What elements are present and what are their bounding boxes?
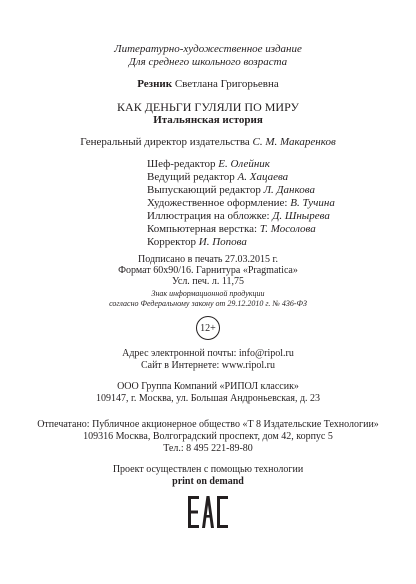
- info-mark-line1: Знак информационной продукции: [151, 289, 265, 298]
- print-sheets: Усл. печ. л. 11,75: [172, 276, 244, 287]
- staff-line: [147, 185, 315, 196]
- author-surname: Резник: [137, 78, 173, 90]
- book-subtitle: Итальянская история: [153, 114, 263, 126]
- eac-conformity-icon: [188, 492, 228, 532]
- project-line1: Проект осуществлен с помощью технологии: [112, 464, 304, 475]
- contact-site: Сайт в Интернете: www.ripol.ru: [140, 360, 276, 371]
- print-format: Формат 60х90/16. Гарнитура «Pragmatica»: [118, 265, 298, 276]
- staff-name: А. Хацаева: [237, 171, 289, 183]
- staff-role: Ведущий редактор: [147, 171, 235, 183]
- audience-line: Для среднего школьного возраста: [128, 56, 288, 68]
- book-title: КАК ДЕНЬГИ ГУЛЯЛИ ПО МИРУ: [117, 100, 299, 114]
- print-signed: Подписано в печать 27.03.2015 г.: [138, 254, 278, 265]
- staff-role: Шеф-редактор: [147, 158, 216, 170]
- staff-line: [147, 211, 330, 222]
- staff-name: Л. Данкова: [263, 184, 315, 196]
- staff-name: И. Попова: [198, 236, 247, 248]
- staff-role: Компьютерная верстка:: [147, 223, 258, 235]
- printer-line2: 109316 Москва, Волгоградский проспект, дом 42, корпус 5: [83, 431, 333, 442]
- publisher-address: 109147, г. Москва, ул. Большая Андроньевская, д. 23: [95, 393, 321, 404]
- info-mark-line2: согласно Федеральному закону от 29.12.2010 г. № 436-ФЗ: [109, 299, 307, 308]
- staff-line: [147, 172, 288, 183]
- printer-line1: Отпечатано: Публичное акционерное общество «Т 8 Издательские Технологии»: [37, 419, 379, 430]
- staff-role: Иллюстрация на обложке:: [147, 210, 270, 222]
- staff-name: В. Тучина: [290, 197, 335, 209]
- publisher-name: ООО Группа Компаний «РИПОЛ классик»: [117, 381, 299, 392]
- author-names: Светлана Григорьевна: [174, 78, 279, 90]
- staff-line: [147, 159, 270, 170]
- staff-role: Выпускающий редактор: [147, 184, 261, 196]
- project-line2: print on demand: [172, 476, 244, 487]
- staff-role: Художественное оформление:: [147, 197, 288, 209]
- staff-line: [147, 198, 335, 209]
- genre-line: Литературно-художественное издание: [114, 43, 302, 55]
- staff-line: [147, 237, 247, 248]
- contact-email: Адрес электронной почты: info@ripol.ru: [122, 348, 294, 359]
- printer-phone: Тел.: 8 495 221-89-80: [163, 443, 253, 454]
- staff-role: Корректор: [147, 236, 197, 248]
- staff-name: Д. Шнырева: [272, 210, 330, 222]
- staff-line: [147, 224, 316, 235]
- director-name: С. М. Макаренков: [252, 136, 336, 148]
- author-line: [0, 79, 416, 90]
- director-role: Генеральный директор издательства: [80, 136, 250, 148]
- staff-name: Т. Мосолова: [259, 223, 316, 235]
- director-line: [0, 137, 416, 148]
- staff-name: Е. Олейник: [218, 158, 270, 170]
- age-rating-badge: 12+: [196, 316, 220, 340]
